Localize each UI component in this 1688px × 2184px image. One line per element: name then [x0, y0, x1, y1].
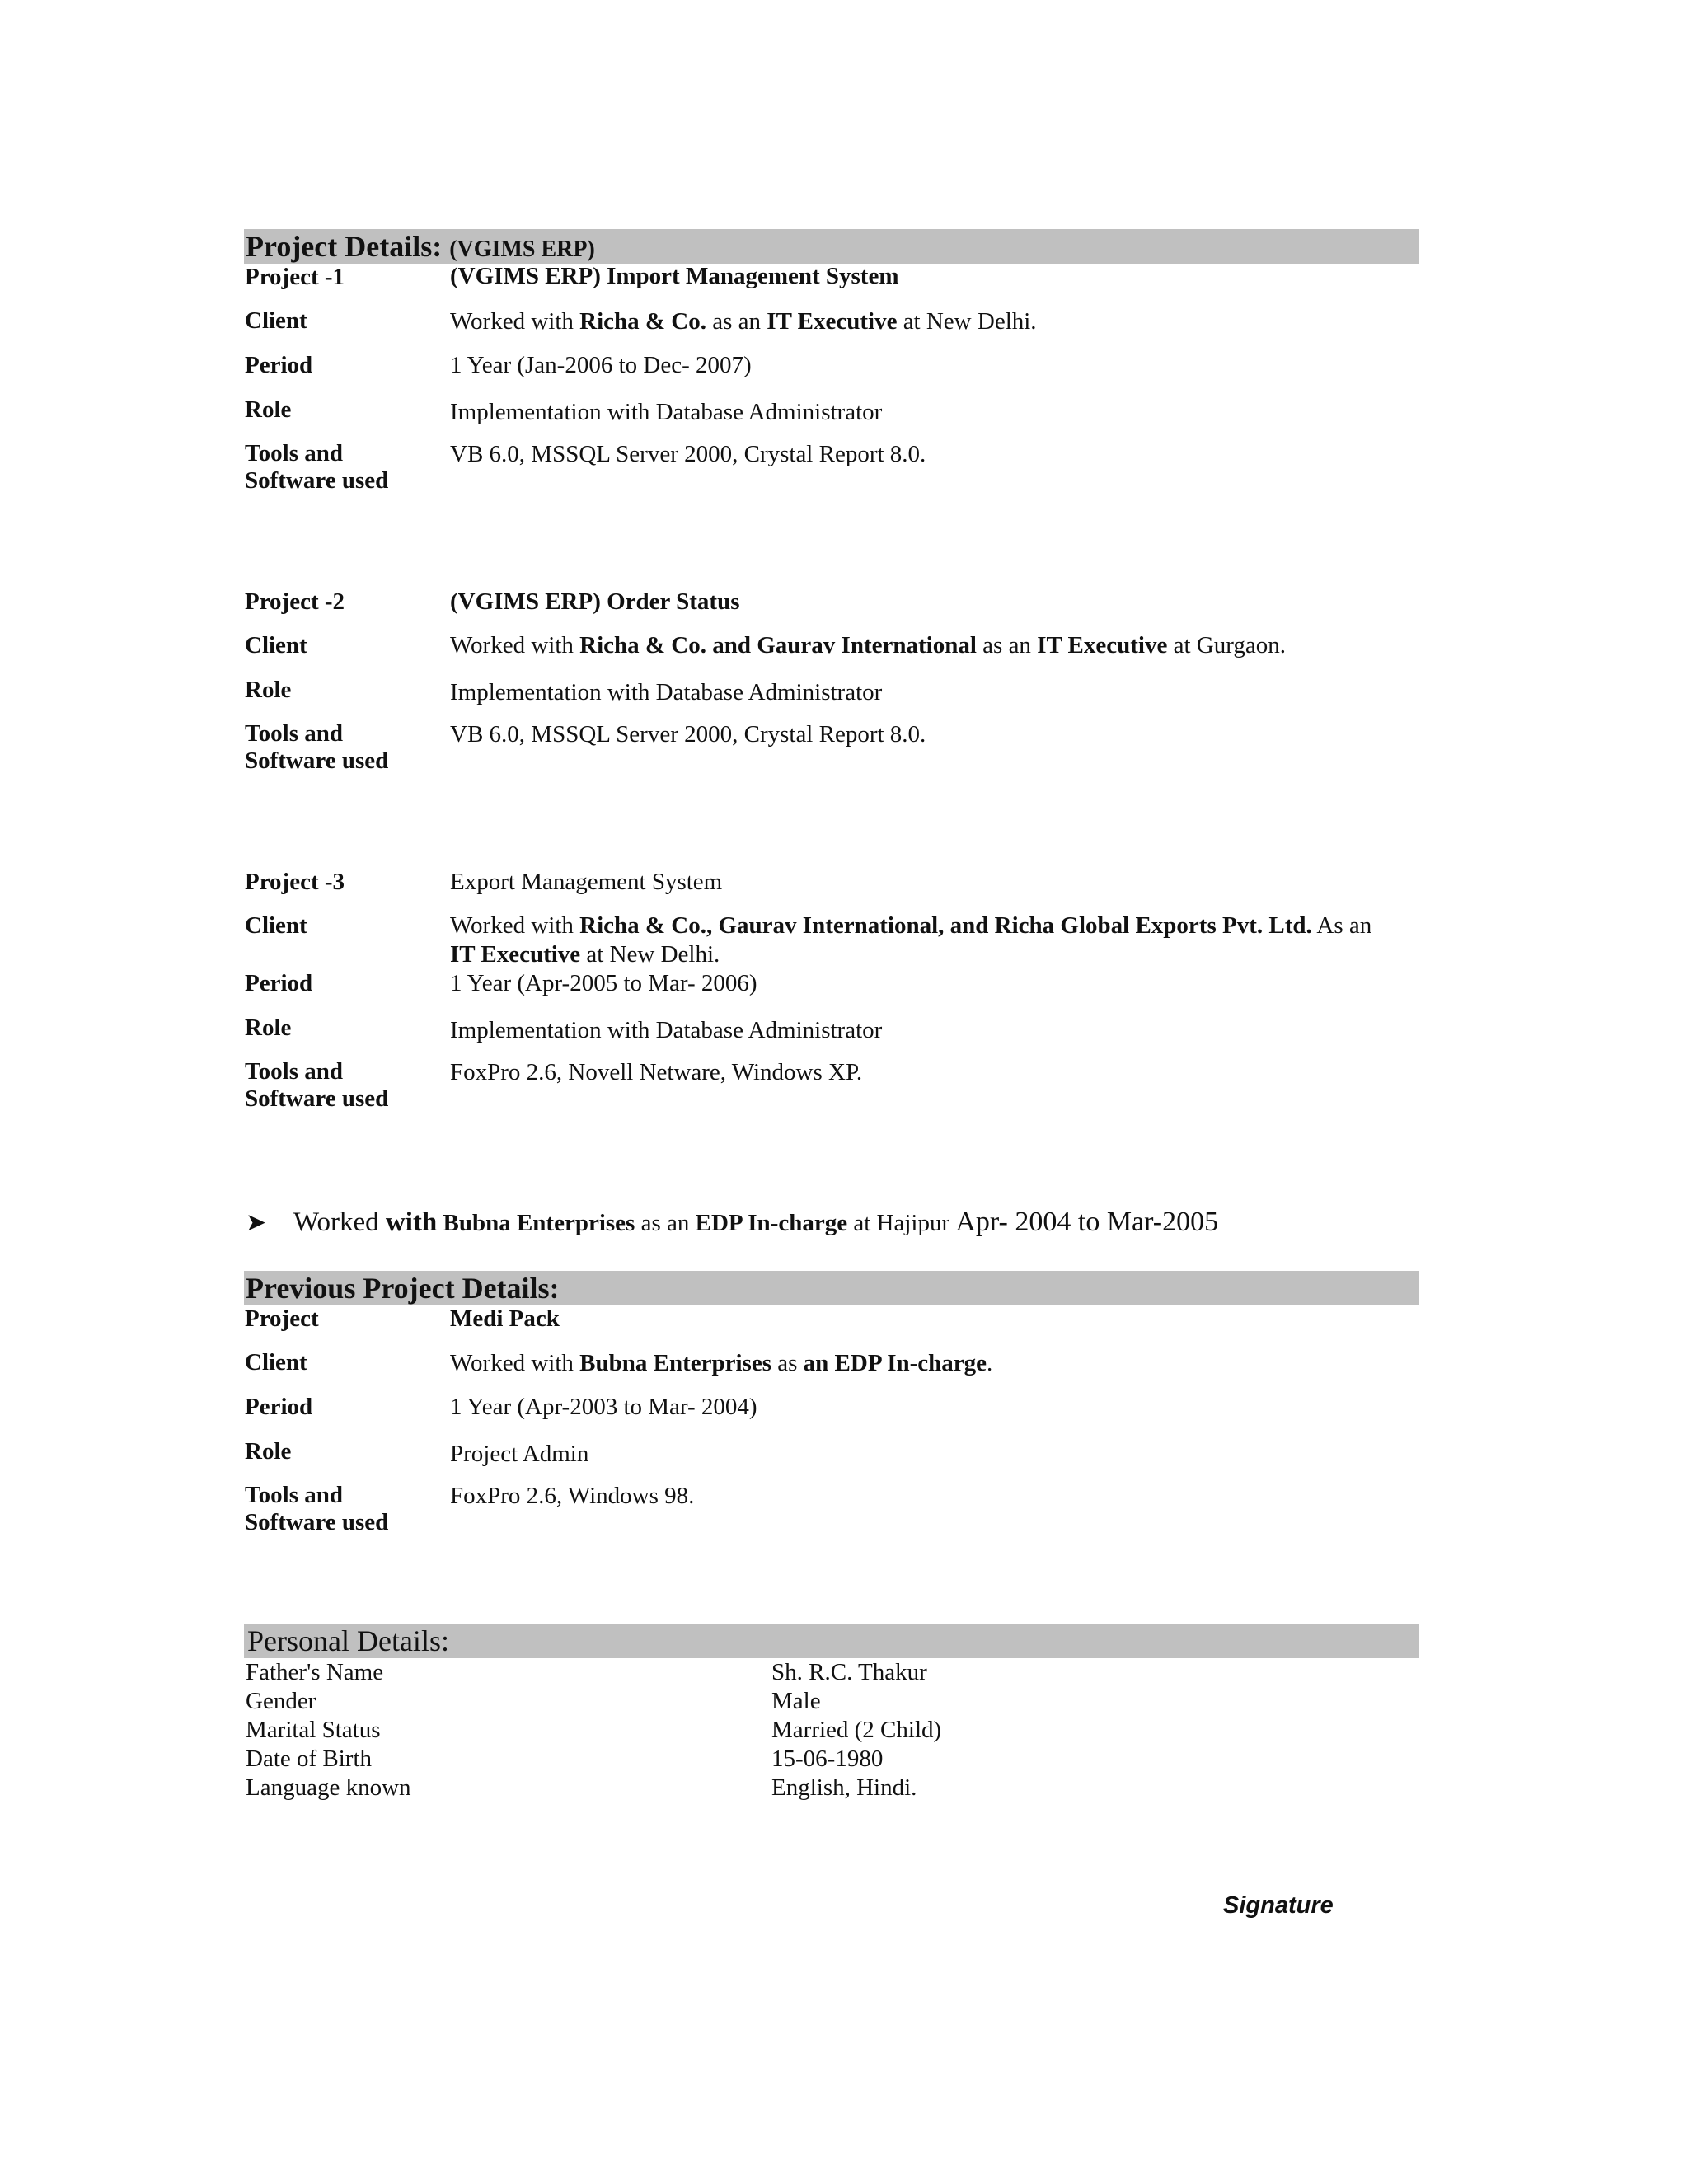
project2-tools-value: VB 6.0, MSSQL Server 2000, Crystal Report 8.0.	[450, 721, 926, 748]
project3-tools-label-2: Software used	[245, 1085, 389, 1112]
prev-period-value: 1 Year (Apr-2003 to Mar- 2004)	[450, 1394, 757, 1420]
project1-client-value: Worked with Richa & Co. as an IT Executive at New Delhi.	[450, 308, 1037, 335]
project1-role-value: Implementation with Database Administrator	[450, 399, 883, 425]
prev-tools-label-1: Tools and	[245, 1482, 344, 1508]
personal-details-header	[244, 1624, 1419, 1658]
project2-tools-label-1: Tools and	[245, 720, 344, 747]
project3-period-label: Period	[245, 970, 313, 996]
project-details-title: Project Details: (VGIMS ERP)	[246, 230, 595, 263]
signature-label: Signature	[1223, 1892, 1334, 1919]
project2-name: (VGIMS ERP) Order Status	[450, 588, 740, 615]
previous-project-header	[244, 1271, 1419, 1305]
project1-name: (VGIMS ERP) Import Management System	[450, 263, 899, 289]
project3-role-label: Role	[245, 1015, 292, 1041]
project2-client-value: Worked with Richa & Co. and Gaurav International as an IT Executive at Gurgaon.	[450, 632, 1286, 658]
project2-role-value: Implementation with Database Administrator	[450, 679, 883, 705]
project3-label: Project -3	[245, 869, 345, 895]
project3-name: Export Management System	[450, 869, 723, 895]
prev-role-value: Project Admin	[450, 1441, 589, 1467]
project3-client-value-line2: IT Executive at New Delhi.	[450, 941, 720, 968]
project2-client-label: Client	[245, 632, 307, 658]
project1-period-value: 1 Year (Jan-2006 to Dec- 2007)	[450, 352, 752, 378]
project1-client-label: Client	[245, 307, 307, 334]
project3-period-value: 1 Year (Apr-2005 to Mar- 2006)	[450, 970, 757, 996]
personal-details-title: Personal Details:	[247, 1624, 449, 1657]
project2-tools-label-2: Software used	[245, 748, 389, 774]
personal-label-gender: Gender	[246, 1688, 316, 1714]
project3-client-value-line1: Worked with Richa & Co., Gaurav International, and Richa Global Exports Pvt. Ltd. As an	[450, 912, 1372, 939]
project3-role-value: Implementation with Database Administrator	[450, 1017, 883, 1043]
project1-role-label: Role	[245, 396, 292, 423]
prev-tools-value: FoxPro 2.6, Windows 98.	[450, 1483, 695, 1509]
prev-project-name: Medi Pack	[450, 1305, 560, 1332]
personal-value-father: Sh. R.C. Thakur	[771, 1659, 927, 1685]
prev-period-label: Period	[245, 1394, 313, 1420]
previous-project-title: Previous Project Details:	[246, 1272, 560, 1305]
prev-client-value: Worked with Bubna Enterprises as an EDP In-charge.	[450, 1350, 993, 1376]
project1-label: Project -1	[245, 264, 345, 290]
project1-tools-label-1: Tools and	[245, 440, 344, 466]
project3-tools-label-1: Tools and	[245, 1058, 344, 1085]
personal-value-dob: 15-06-1980	[771, 1746, 884, 1772]
project1-tools-value: VB 6.0, MSSQL Server 2000, Crystal Report 8.0.	[450, 441, 926, 467]
project2-label: Project -2	[245, 588, 345, 615]
project2-role-label: Role	[245, 677, 292, 703]
prev-role-label: Role	[245, 1438, 292, 1465]
personal-label-language: Language known	[246, 1774, 411, 1801]
personal-value-gender: Male	[771, 1688, 821, 1714]
arrow-bullet-icon: ➤	[246, 1208, 267, 1237]
project3-tools-value: FoxPro 2.6, Novell Netware, Windows XP.	[450, 1059, 863, 1085]
personal-value-marital: Married (2 Child)	[771, 1717, 942, 1743]
prev-client-label: Client	[245, 1349, 307, 1376]
project1-tools-label-2: Software used	[245, 467, 389, 494]
prev-tools-label-2: Software used	[245, 1509, 389, 1535]
personal-label-marital: Marital Status	[246, 1717, 381, 1743]
project1-period-label: Period	[245, 352, 313, 378]
personal-label-father: Father's Name	[246, 1659, 384, 1685]
project-details-subtitle: (VGIMS ERP)	[449, 237, 595, 262]
personal-label-dob: Date of Birth	[246, 1746, 373, 1772]
project3-client-label: Client	[245, 912, 307, 939]
bubna-bullet-line: ➤ Worked with Bubna Enterprises as an EDP In-charge at Hajipur Apr- 2004 to Mar-2005	[246, 1207, 1219, 1237]
prev-project-label: Project	[245, 1305, 319, 1332]
project-details-header	[244, 229, 1419, 264]
personal-value-language: English, Hindi.	[771, 1774, 917, 1801]
